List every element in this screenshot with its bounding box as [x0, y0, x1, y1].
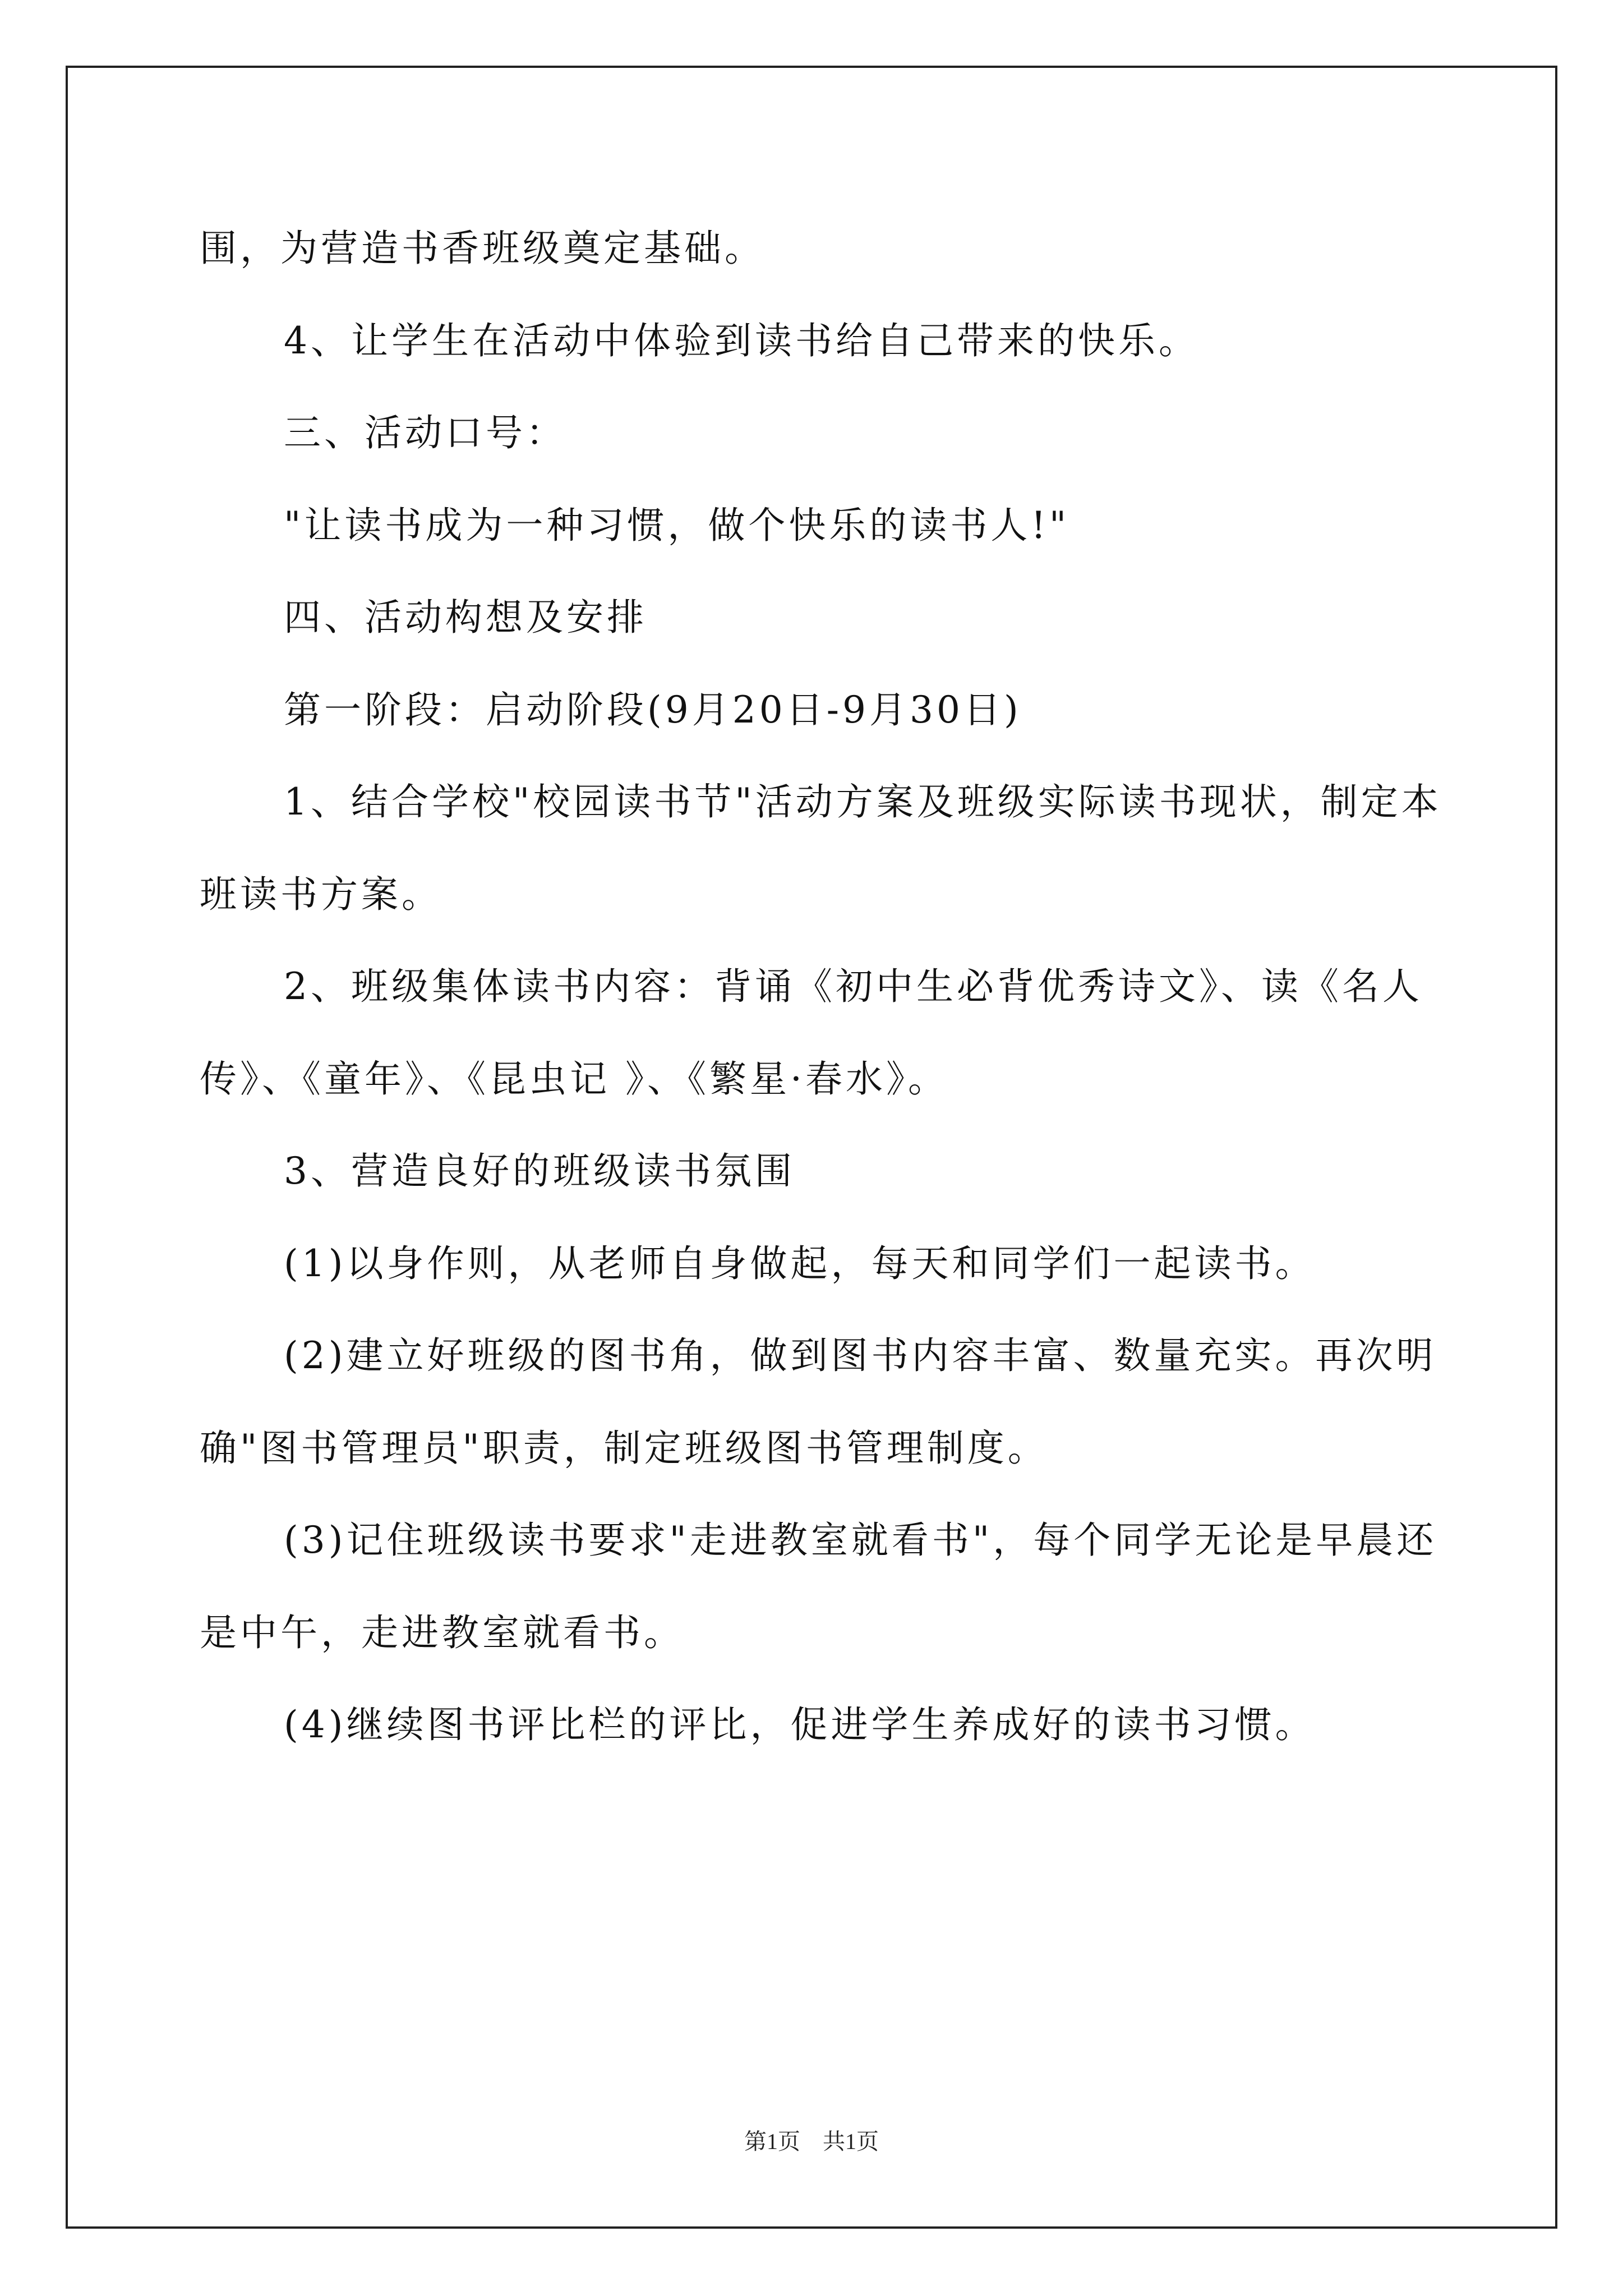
- section-heading-plan: 四、活动构想及安排: [284, 596, 647, 639]
- text-line-item-2-cont: 传》、《童年》、《昆虫记 》、《繁星·春水》。: [200, 1057, 948, 1101]
- text-line-phase-1: 第一阶段：启动阶段(9月20日-9月30日): [284, 688, 1022, 731]
- page-border: [66, 66, 1557, 2229]
- text-line-sub-1: (1)以身作则，从老师自身做起，每天和同学们一起读书。: [284, 1242, 1316, 1285]
- text-line-item-1: 1、结合学校"校园读书节"活动方案及班级实际读书现状，制定本: [284, 780, 1442, 823]
- text-line-goal-4: 4、让学生在活动中体验到读书给自己带来的快乐。: [284, 319, 1199, 362]
- text-line-sub-4: (4)继续图书评比栏的评比，促进学生养成好的读书习惯。: [284, 1703, 1316, 1746]
- page-footer: 第1页 共1页: [744, 2129, 879, 2154]
- section-heading-slogan: 三、活动口号：: [284, 411, 566, 454]
- text-line-slogan: "让读书成为一种习惯，做个快乐的读书人!": [284, 504, 1070, 547]
- text-line-sub-3-cont: 是中午，走进教室就看书。: [200, 1611, 684, 1654]
- text-line-item-1-cont: 班读书方案。: [200, 873, 442, 916]
- text-line-continuation: 围，为营造书香班级奠定基础。: [200, 227, 765, 270]
- text-line-sub-3: (3)记住班级读书要求"走进教室就看书"，每个同学无论是早晨还: [284, 1519, 1437, 1562]
- text-line-item-3: 3、营造良好的班级读书氛围: [284, 1149, 795, 1193]
- text-line-sub-2-cont: 确"图书管理员"职责，制定班级图书管理制度。: [200, 1427, 1048, 1470]
- text-line-item-2: 2、班级集体读书内容：背诵《初中生必背优秀诗文》、读《名人: [284, 965, 1423, 1008]
- text-line-sub-2: (2)建立好班级的图书角，做到图书内容丰富、数量充实。再次明: [284, 1334, 1437, 1377]
